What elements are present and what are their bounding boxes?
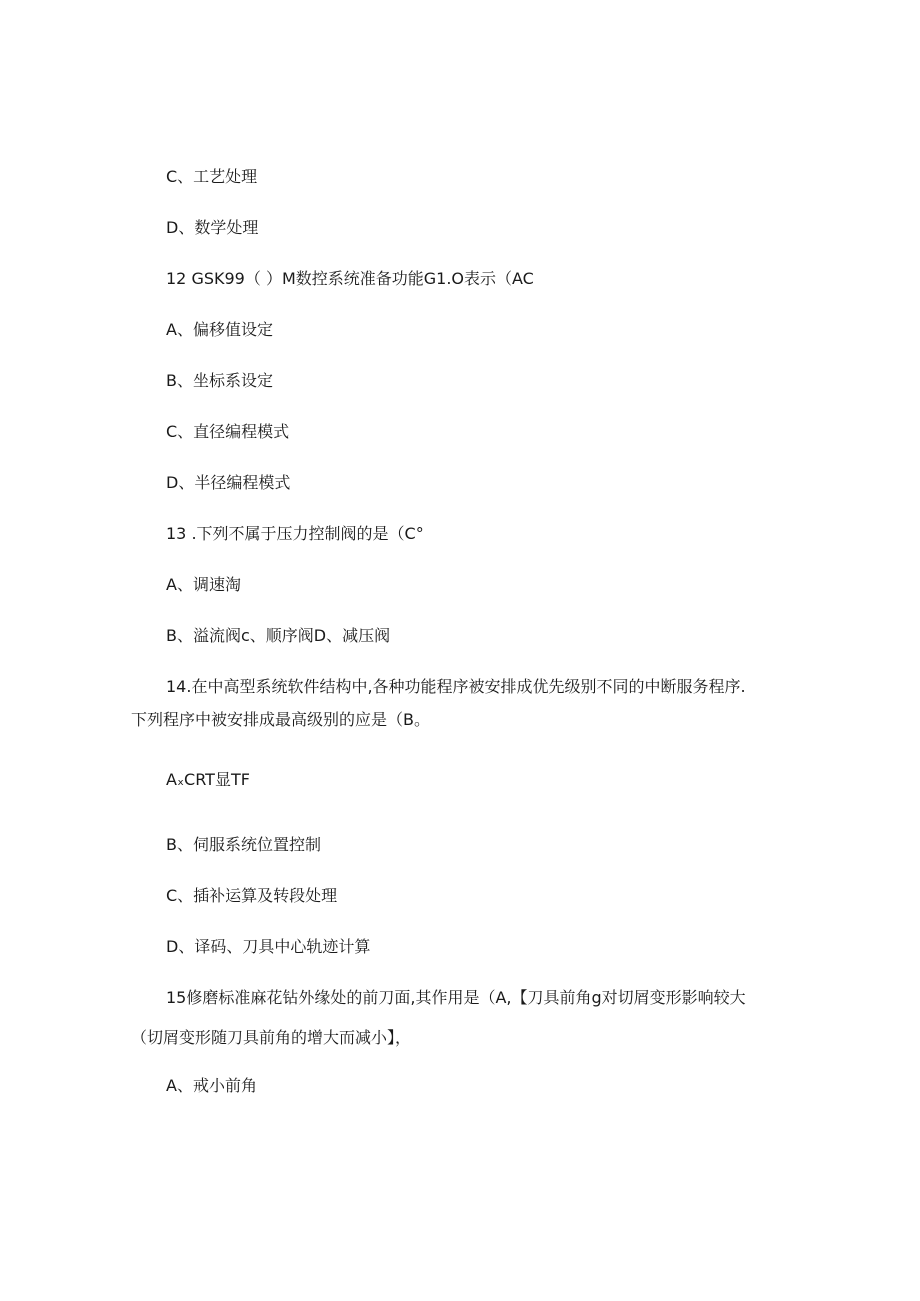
option-line: A、偏移值设定 xyxy=(166,320,273,339)
question-line: 15修磨标准麻花钻外缘处的前刀面,其作用是（A,【刀具前角g对切屑变形影响较大 xyxy=(166,988,746,1007)
question-line-continued: （切屑变形随刀具前角的增大而减小】， xyxy=(131,1028,412,1047)
option-line: B、伺服系统位置控制 xyxy=(166,835,321,854)
option-line: D、半径编程模式 xyxy=(166,473,291,492)
option-line: A、戒小前角 xyxy=(166,1076,257,1095)
option-line: C、工艺处理 xyxy=(166,167,258,186)
option-line: AₓCRT显TF xyxy=(166,770,250,789)
question-line: 14.在中高型系统软件结构中,各种功能程序被安排成优先级别不同的中断服务程序. xyxy=(166,677,746,696)
question-line: 13 .下列不属于压力控制阀的是（C° xyxy=(166,524,424,543)
option-line: A、调速淘 xyxy=(166,575,241,594)
option-line: C、直径编程模式 xyxy=(166,422,290,441)
question-line: 12 GSK99（ ）M数控系统准备功能G1.O表示（AC xyxy=(166,269,534,288)
option-line: D、译码、刀具中心轨迹计算 xyxy=(166,937,371,956)
option-line: B、溢流阀c、顺序阀D、减压阀 xyxy=(166,626,391,645)
question-line-continued: 下列程序中被安排成最高级别的应是（B。 xyxy=(131,710,430,729)
option-line: D、数学处理 xyxy=(166,218,259,237)
option-line: C、插补运算及转段处理 xyxy=(166,886,338,905)
option-line: B、坐标系设定 xyxy=(166,371,273,390)
